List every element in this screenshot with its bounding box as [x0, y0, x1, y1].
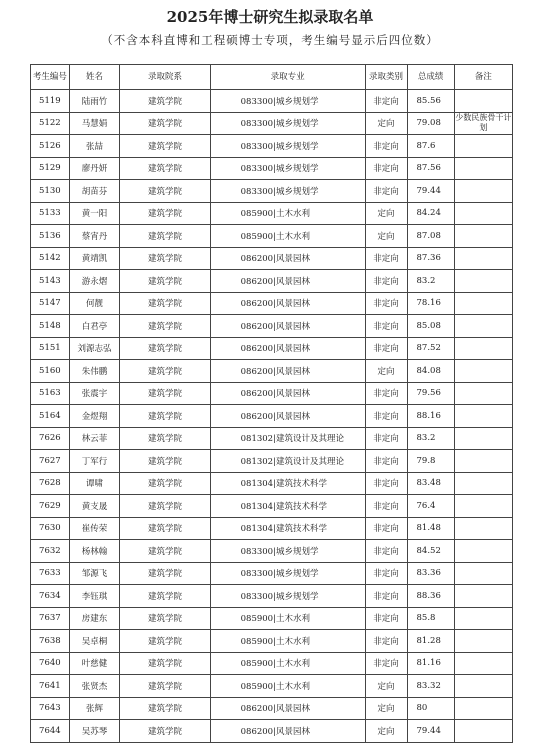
- cell-remark: [454, 607, 512, 630]
- table-row: [31, 315, 513, 338]
- cell-score: 79.56: [407, 382, 454, 405]
- cell-id: 7633: [31, 562, 70, 585]
- cell-major: 083300|城乡规划学: [210, 562, 365, 585]
- cell-remark: [454, 562, 512, 585]
- cell-score: 78.16: [407, 292, 454, 315]
- cell-major: 081304|建筑技术科学: [210, 495, 365, 518]
- table-row: [31, 90, 513, 113]
- cell-score: 85.8: [407, 607, 454, 630]
- table-row: [31, 630, 513, 653]
- cell-major: 086200|风景园林: [210, 292, 365, 315]
- table-row: [31, 607, 513, 630]
- cell-type: 非定向: [365, 292, 407, 315]
- cell-remark: [454, 180, 512, 203]
- cell-major: 086200|风景园林: [210, 697, 365, 720]
- cell-id: 7628: [31, 472, 70, 495]
- cell-remark: [454, 675, 512, 698]
- cell-type: 定向: [365, 360, 407, 383]
- table-row: [31, 360, 513, 383]
- table-row: [31, 495, 513, 518]
- cell-score: 79.08: [407, 112, 454, 135]
- cell-name: 杨林翰: [69, 540, 120, 563]
- cell-id: 7641: [31, 675, 70, 698]
- cell-college: 建筑学院: [120, 607, 210, 630]
- cell-score: 87.36: [407, 247, 454, 270]
- cell-name: 张贤杰: [69, 675, 120, 698]
- cell-college: 建筑学院: [120, 495, 210, 518]
- cell-type: 非定向: [365, 382, 407, 405]
- cell-type: 非定向: [365, 562, 407, 585]
- cell-remark: [454, 157, 512, 180]
- table-row: [31, 135, 513, 158]
- cell-remark: [454, 382, 512, 405]
- cell-score: 83.2: [407, 270, 454, 293]
- cell-remark: [454, 90, 512, 113]
- table-row: [31, 427, 513, 450]
- table-row: [31, 697, 513, 720]
- cell-type: 非定向: [365, 630, 407, 653]
- cell-name: 叶慈健: [69, 652, 120, 675]
- cell-college: 建筑学院: [120, 450, 210, 473]
- table-row: [31, 472, 513, 495]
- cell-remark: 少数民族骨干计划: [454, 112, 512, 135]
- cell-remark: [454, 135, 512, 158]
- cell-type: 非定向: [365, 427, 407, 450]
- cell-name: 马慧娟: [69, 112, 120, 135]
- cell-major: 083300|城乡规划学: [210, 585, 365, 608]
- cell-name: 林云菲: [69, 427, 120, 450]
- cell-id: 5122: [31, 112, 70, 135]
- page-subtitle: （不含本科直博和工程硕博士专项，考生编号显示后四位数）: [101, 33, 439, 47]
- table-row: [31, 112, 513, 135]
- cell-remark: [454, 225, 512, 248]
- cell-major: 085900|土木水利: [210, 630, 365, 653]
- table-row: [31, 270, 513, 293]
- cell-id: 7629: [31, 495, 70, 518]
- table-row: [31, 202, 513, 225]
- cell-score: 88.36: [407, 585, 454, 608]
- cell-college: 建筑学院: [120, 630, 210, 653]
- cell-college: 建筑学院: [120, 202, 210, 225]
- table-row: [31, 720, 513, 743]
- cell-college: 建筑学院: [120, 517, 210, 540]
- cell-score: 79.8: [407, 450, 454, 473]
- cell-remark: [454, 630, 512, 653]
- cell-type: 定向: [365, 202, 407, 225]
- table-row: [31, 225, 513, 248]
- cell-major: 085900|土木水利: [210, 607, 365, 630]
- cell-id: 7640: [31, 652, 70, 675]
- cell-major: 085900|土木水利: [210, 202, 365, 225]
- cell-major: 083300|城乡规划学: [210, 180, 365, 203]
- cell-type: 非定向: [365, 135, 407, 158]
- cell-type: 非定向: [365, 90, 407, 113]
- table-row: [31, 337, 513, 360]
- cell-name: 丁军行: [69, 450, 120, 473]
- cell-type: 非定向: [365, 472, 407, 495]
- cell-remark: [454, 495, 512, 518]
- cell-major: 086200|风景园林: [210, 360, 365, 383]
- table-row: [31, 292, 513, 315]
- header-remark: 备注: [454, 65, 512, 90]
- cell-id: 7630: [31, 517, 70, 540]
- admission-table: [30, 64, 513, 743]
- cell-score: 81.28: [407, 630, 454, 653]
- header-major: 录取专业: [210, 65, 365, 90]
- cell-score: 81.16: [407, 652, 454, 675]
- cell-major: 083300|城乡规划学: [210, 135, 365, 158]
- cell-name: 黄一阳: [69, 202, 120, 225]
- cell-college: 建筑学院: [120, 157, 210, 180]
- cell-type: 非定向: [365, 405, 407, 428]
- cell-name: 黄支晟: [69, 495, 120, 518]
- cell-score: 87.6: [407, 135, 454, 158]
- cell-remark: [454, 652, 512, 675]
- cell-college: 建筑学院: [120, 270, 210, 293]
- cell-remark: [454, 337, 512, 360]
- cell-score: 83.2: [407, 427, 454, 450]
- cell-type: 定向: [365, 720, 407, 743]
- cell-college: 建筑学院: [120, 360, 210, 383]
- cell-remark: [454, 202, 512, 225]
- cell-score: 84.24: [407, 202, 454, 225]
- cell-name: 朱伟鹏: [69, 360, 120, 383]
- cell-major: 086200|风景园林: [210, 315, 365, 338]
- cell-id: 5151: [31, 337, 70, 360]
- cell-college: 建筑学院: [120, 720, 210, 743]
- cell-score: 87.52: [407, 337, 454, 360]
- table-row: [31, 585, 513, 608]
- cell-college: 建筑学院: [120, 675, 210, 698]
- cell-name: 谭啸: [69, 472, 120, 495]
- cell-type: 定向: [365, 675, 407, 698]
- cell-id: 5136: [31, 225, 70, 248]
- cell-name: 吴卓桐: [69, 630, 120, 653]
- table-row: [31, 675, 513, 698]
- cell-major: 086200|风景园林: [210, 405, 365, 428]
- table-row: [31, 247, 513, 270]
- cell-type: 定向: [365, 225, 407, 248]
- cell-id: 5147: [31, 292, 70, 315]
- cell-id: 5133: [31, 202, 70, 225]
- cell-major: 083300|城乡规划学: [210, 540, 365, 563]
- cell-id: 5148: [31, 315, 70, 338]
- cell-college: 建筑学院: [120, 427, 210, 450]
- cell-id: 7644: [31, 720, 70, 743]
- cell-score: 85.08: [407, 315, 454, 338]
- cell-type: 非定向: [365, 157, 407, 180]
- cell-major: 083300|城乡规划学: [210, 157, 365, 180]
- cell-score: 84.52: [407, 540, 454, 563]
- cell-name: 游永熠: [69, 270, 120, 293]
- cell-name: 张喆: [69, 135, 120, 158]
- cell-name: 黄靖凯: [69, 247, 120, 270]
- cell-college: 建筑学院: [120, 315, 210, 338]
- cell-major: 086200|风景园林: [210, 270, 365, 293]
- cell-major: 081302|建筑设计及其理论: [210, 450, 365, 473]
- cell-college: 建筑学院: [120, 562, 210, 585]
- table-row: [31, 652, 513, 675]
- cell-remark: [454, 427, 512, 450]
- cell-name: 张震宇: [69, 382, 120, 405]
- header-score: 总成绩: [407, 65, 454, 90]
- cell-remark: [454, 585, 512, 608]
- cell-college: 建筑学院: [120, 652, 210, 675]
- cell-major: 086200|风景园林: [210, 247, 365, 270]
- header-type: 录取类别: [365, 65, 407, 90]
- cell-id: 7632: [31, 540, 70, 563]
- cell-major: 083300|城乡规划学: [210, 90, 365, 113]
- cell-score: 83.32: [407, 675, 454, 698]
- cell-type: 非定向: [365, 540, 407, 563]
- cell-name: 蔡宵丹: [69, 225, 120, 248]
- cell-major: 086200|风景园林: [210, 720, 365, 743]
- cell-college: 建筑学院: [120, 382, 210, 405]
- cell-score: 83.36: [407, 562, 454, 585]
- cell-score: 85.56: [407, 90, 454, 113]
- cell-college: 建筑学院: [120, 112, 210, 135]
- cell-major: 081304|建筑技术科学: [210, 517, 365, 540]
- cell-major: 085900|土木水利: [210, 675, 365, 698]
- table-row: [31, 517, 513, 540]
- table-header-row: [31, 65, 513, 90]
- cell-name: 廖丹妍: [69, 157, 120, 180]
- cell-remark: [454, 450, 512, 473]
- cell-score: 76.4: [407, 495, 454, 518]
- cell-type: 非定向: [365, 652, 407, 675]
- cell-major: 085900|土木水利: [210, 652, 365, 675]
- table-row: [31, 540, 513, 563]
- cell-college: 建筑学院: [120, 405, 210, 428]
- cell-remark: [454, 697, 512, 720]
- cell-type: 非定向: [365, 270, 407, 293]
- cell-major: 085900|土木水利: [210, 225, 365, 248]
- cell-type: 非定向: [365, 517, 407, 540]
- cell-remark: [454, 472, 512, 495]
- cell-college: 建筑学院: [120, 247, 210, 270]
- cell-score: 83.48: [407, 472, 454, 495]
- table-row: [31, 382, 513, 405]
- cell-college: 建筑学院: [120, 337, 210, 360]
- cell-major: 081304|建筑技术科学: [210, 472, 365, 495]
- cell-id: 5129: [31, 157, 70, 180]
- cell-id: 7626: [31, 427, 70, 450]
- cell-score: 87.56: [407, 157, 454, 180]
- cell-type: 定向: [365, 697, 407, 720]
- cell-major: 083300|城乡规划学: [210, 112, 365, 135]
- cell-name: 房建东: [69, 607, 120, 630]
- header-name: 姓名: [69, 65, 120, 90]
- cell-major: 086200|风景园林: [210, 382, 365, 405]
- cell-id: 7637: [31, 607, 70, 630]
- cell-id: 7638: [31, 630, 70, 653]
- cell-name: 胡苗芬: [69, 180, 120, 203]
- cell-type: 非定向: [365, 337, 407, 360]
- cell-id: 7627: [31, 450, 70, 473]
- cell-score: 81.48: [407, 517, 454, 540]
- cell-remark: [454, 315, 512, 338]
- table-row: [31, 450, 513, 473]
- cell-remark: [454, 720, 512, 743]
- cell-id: 5142: [31, 247, 70, 270]
- cell-college: 建筑学院: [120, 585, 210, 608]
- cell-major: 081302|建筑设计及其理论: [210, 427, 365, 450]
- cell-score: 79.44: [407, 180, 454, 203]
- cell-remark: [454, 270, 512, 293]
- cell-college: 建筑学院: [120, 540, 210, 563]
- cell-id: 7643: [31, 697, 70, 720]
- cell-id: 5130: [31, 180, 70, 203]
- cell-remark: [454, 247, 512, 270]
- cell-name: 邹源飞: [69, 562, 120, 585]
- cell-type: 非定向: [365, 495, 407, 518]
- page-title: 2025年博士研究生拟录取名单: [166, 8, 374, 26]
- header-id: 考生编号: [31, 65, 70, 90]
- cell-college: 建筑学院: [120, 180, 210, 203]
- cell-remark: [454, 405, 512, 428]
- header-college: 录取院系: [120, 65, 210, 90]
- cell-college: 建筑学院: [120, 225, 210, 248]
- table-row: [31, 180, 513, 203]
- cell-id: 5126: [31, 135, 70, 158]
- cell-type: 定向: [365, 112, 407, 135]
- cell-type: 非定向: [365, 450, 407, 473]
- cell-name: 刘源志弘: [69, 337, 120, 360]
- cell-name: 张辉: [69, 697, 120, 720]
- table-row: [31, 157, 513, 180]
- table-body: [31, 90, 513, 743]
- cell-college: 建筑学院: [120, 90, 210, 113]
- cell-name: 何靓: [69, 292, 120, 315]
- cell-type: 非定向: [365, 607, 407, 630]
- table-row: [31, 405, 513, 428]
- cell-type: 非定向: [365, 180, 407, 203]
- cell-remark: [454, 517, 512, 540]
- cell-major: 086200|风景园林: [210, 337, 365, 360]
- cell-score: 87.08: [407, 225, 454, 248]
- cell-id: 7634: [31, 585, 70, 608]
- cell-remark: [454, 292, 512, 315]
- cell-type: 非定向: [365, 247, 407, 270]
- cell-type: 非定向: [365, 315, 407, 338]
- cell-name: 吴苏琴: [69, 720, 120, 743]
- cell-type: 非定向: [365, 585, 407, 608]
- cell-name: 白君亭: [69, 315, 120, 338]
- cell-score: 88.16: [407, 405, 454, 428]
- cell-college: 建筑学院: [120, 135, 210, 158]
- cell-score: 80: [407, 697, 454, 720]
- cell-college: 建筑学院: [120, 292, 210, 315]
- cell-remark: [454, 540, 512, 563]
- table-row: [31, 562, 513, 585]
- cell-id: 5119: [31, 90, 70, 113]
- cell-remark: [454, 360, 512, 383]
- cell-id: 5164: [31, 405, 70, 428]
- cell-id: 5163: [31, 382, 70, 405]
- cell-id: 5143: [31, 270, 70, 293]
- cell-name: 陆雨竹: [69, 90, 120, 113]
- cell-score: 84.08: [407, 360, 454, 383]
- cell-college: 建筑学院: [120, 697, 210, 720]
- cell-id: 5160: [31, 360, 70, 383]
- cell-college: 建筑学院: [120, 472, 210, 495]
- cell-score: 79.44: [407, 720, 454, 743]
- cell-name: 崔传荣: [69, 517, 120, 540]
- cell-name: 李钰琪: [69, 585, 120, 608]
- cell-name: 金煜翔: [69, 405, 120, 428]
